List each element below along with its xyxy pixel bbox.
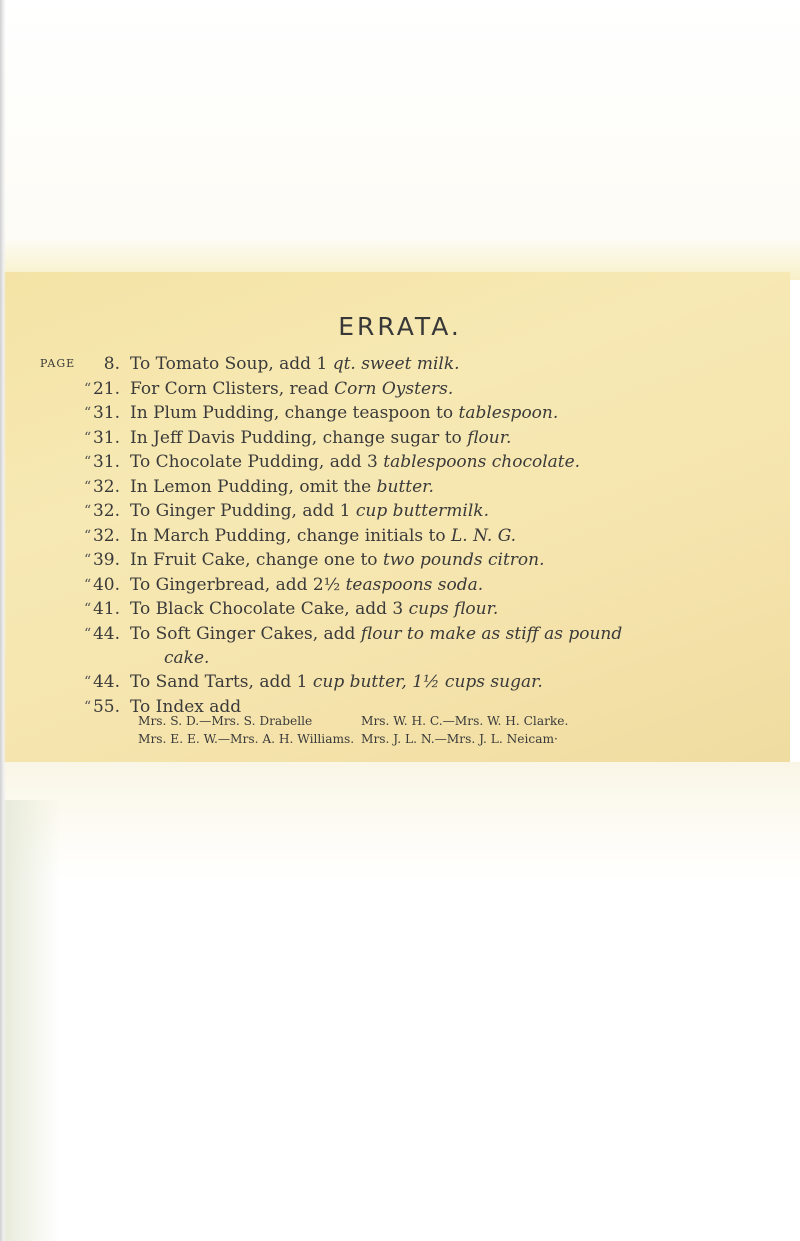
page-number: 40. xyxy=(92,574,120,595)
errata-emphasis: cake. xyxy=(164,648,210,668)
ditto-mark: “ xyxy=(84,576,92,593)
errata-text: To Tomato Soup, add 1 qt. sweet milk. xyxy=(130,354,460,374)
errata-title: ERRATA. xyxy=(338,312,462,341)
errata-emphasis: L. N. G. xyxy=(451,525,517,546)
page-column-label: PAGE xyxy=(40,357,76,370)
ditto-mark: “ xyxy=(84,405,92,421)
errata-emphasis: butter. xyxy=(376,476,434,497)
errata-emphasis: cup buttermilk. xyxy=(355,501,489,521)
ditto-mark: “ xyxy=(84,454,92,470)
page-number: 32. xyxy=(92,501,120,521)
page-number: 8. xyxy=(103,354,120,374)
page-fold-shadow xyxy=(0,800,60,1241)
book-page-top xyxy=(0,0,800,280)
errata-emphasis: tablespoons chocolate. xyxy=(383,452,581,472)
errata-row xyxy=(0,597,800,622)
errata-text: For Corn Clisters, read Corn Oysters. xyxy=(130,378,454,399)
errata-text: To Chocolate Pudding, add 3 tablespoons chocolate. xyxy=(130,452,581,472)
ditto-mark: “ xyxy=(84,698,92,715)
errata-row xyxy=(0,573,800,598)
ditto-mark: “ xyxy=(84,625,92,642)
ditto-mark: “ xyxy=(84,527,92,544)
ditto-mark: “ xyxy=(84,601,92,617)
errata-emphasis: cup butter, 1½ cups sugar. xyxy=(312,672,543,692)
errata-text: To Ginger Pudding, add 1 cup buttermilk. xyxy=(130,501,489,521)
errata-emphasis: flour. xyxy=(467,427,512,448)
errata-row xyxy=(0,499,800,524)
errata-emphasis: tablespoon. xyxy=(458,403,559,423)
errata-row xyxy=(0,352,800,377)
errata-text: To Soft Ginger Cakes, add flour to make as stiff as pound xyxy=(130,623,623,644)
ditto-mark: “ xyxy=(84,552,92,568)
errata-row xyxy=(0,475,800,500)
ditto-mark: “ xyxy=(84,478,92,495)
index-name-entry: Mrs. W. H. C.—Mrs. W. H. Clarke. xyxy=(361,714,569,728)
errata-row xyxy=(0,426,800,451)
errata-emphasis: flour to make as stiff as pound xyxy=(360,623,623,644)
errata-text: In Plum Pudding, change teaspoon to tablespoon. xyxy=(130,403,559,423)
errata-row xyxy=(0,401,800,426)
errata-row xyxy=(0,622,800,647)
errata-text: To Black Chocolate Cake, add 3 cups flour. xyxy=(130,599,499,619)
errata-emphasis: cups flour. xyxy=(408,599,499,619)
page-number: 32. xyxy=(92,525,120,546)
ditto-mark: “ xyxy=(84,674,92,690)
errata-emphasis: qt. sweet milk. xyxy=(332,354,460,374)
errata-row xyxy=(0,450,800,475)
errata-row-continuation xyxy=(0,646,800,670)
index-name-entry: Mrs. E. E. W.—Mrs. A. H. Williams. xyxy=(138,732,355,746)
errata-text: In March Pudding, change initials to L. N. G. xyxy=(130,525,517,546)
page-number: 55. xyxy=(92,696,120,717)
index-additions xyxy=(138,712,730,748)
errata-text: To Gingerbread, add 2½ teaspoons soda. xyxy=(130,574,484,595)
errata-emphasis: teaspoons soda. xyxy=(345,574,484,595)
errata-text: To Sand Tarts, add 1 cup butter, 1½ cups sugar. xyxy=(130,672,543,692)
index-names-line xyxy=(138,730,730,748)
errata-emphasis: two pounds citron. xyxy=(382,550,545,570)
index-names-line xyxy=(138,712,730,730)
ditto-mark: “ xyxy=(84,503,92,519)
errata-text: In Fruit Cake, change one to two pounds citron. xyxy=(130,550,545,570)
errata-text: In Jeff Davis Pudding, change sugar to flour. xyxy=(130,427,512,448)
page-number: 31. xyxy=(92,452,120,472)
index-name-entry: Mrs. J. L. N.—Mrs. J. L. Neicam· xyxy=(361,732,558,746)
page-number: 31. xyxy=(92,427,120,448)
page-number: 31. xyxy=(92,403,120,423)
page-number: 39. xyxy=(92,550,120,570)
errata-list xyxy=(0,352,800,719)
page-number: 32. xyxy=(92,476,120,497)
ditto-mark: “ xyxy=(84,429,92,446)
errata-emphasis: Corn Oysters. xyxy=(334,378,454,399)
errata-text: To Index add xyxy=(130,696,242,717)
page-number: 44. xyxy=(92,672,120,692)
errata-row xyxy=(0,377,800,402)
page-number: 41. xyxy=(92,599,120,619)
book-page-bottom xyxy=(0,762,800,1241)
page-number: 44. xyxy=(92,623,120,644)
ditto-mark: “ xyxy=(84,380,92,397)
errata-row xyxy=(0,548,800,573)
errata-text: In Lemon Pudding, omit the butter. xyxy=(130,476,434,497)
errata-row xyxy=(0,524,800,549)
errata-row xyxy=(0,670,800,695)
errata-text xyxy=(164,646,209,670)
index-name-entry: Mrs. S. D.—Mrs. S. Drabelle xyxy=(138,714,313,728)
page-number: 21. xyxy=(92,378,120,399)
